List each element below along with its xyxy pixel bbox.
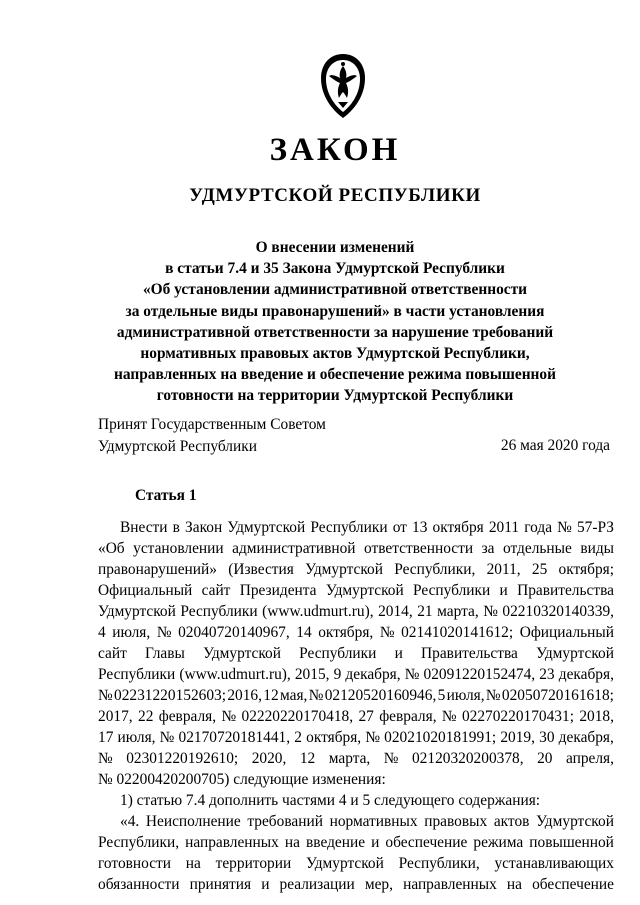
adopted-by-line: Удмуртской Республики bbox=[98, 438, 257, 455]
adopted-date: 26 мая 2020 года bbox=[500, 437, 610, 454]
document-title: ЗАКОН bbox=[269, 132, 401, 168]
coat-of-arms-emblem bbox=[318, 52, 368, 120]
body-line: «Об установлении административной ответственности за отдельные виды bbox=[98, 540, 614, 557]
body-line: Официальный сайт Президента Удмуртской Республики и Правительства bbox=[98, 582, 614, 599]
body-line: Республики, направленных на введение и обеспечение режима повышенной bbox=[98, 834, 614, 851]
body-line: № 02231220152603; 2016, 12 мая, № 02120520160946, 5 июля, № 02050720161618; bbox=[98, 687, 614, 704]
body-line: сайт Главы Удмуртской Республики и Правительства Удмуртской bbox=[98, 645, 614, 662]
body-line: правонарушений» (Известия Удмуртской Республики, 2011, 25 октября; bbox=[98, 561, 614, 578]
heading-line: нормативных правовых актов Удмуртской Республики, bbox=[140, 345, 530, 363]
heading-line: административной ответственности за нарушение требований bbox=[116, 323, 554, 341]
body-line: 17 июля, № 02170720181441, 2 октября, № 02021020181991; 2019, 30 декабря, bbox=[98, 729, 614, 746]
body-line: 2017, 22 февраля, № 02220220170418, 27 февраля, № 02270220170431; 2018, bbox=[98, 708, 614, 725]
body-line: готовности на территории Удмуртской Республики, устанавливающих bbox=[98, 855, 614, 872]
article-body bbox=[98, 517, 614, 895]
document-subtitle: УДМУРТСКОЙ РЕСПУБЛИКИ bbox=[189, 185, 481, 206]
body-line: № 02301220192610; 2020, 12 марта, № 02120320200378, 20 апреля, bbox=[98, 750, 614, 767]
heading-line: за отдельные виды правонарушений» в части установления bbox=[125, 302, 545, 320]
body-line: Удмуртской Республики (www.udmurt.ru), 2014, 21 марта, № 02210320140339, bbox=[98, 603, 614, 620]
law-heading bbox=[0, 237, 640, 407]
heading-line: в статьи 7.4 и 35 Закона Удмуртской Республики bbox=[165, 260, 505, 278]
adopted-by-line: Принят Государственным Советом bbox=[98, 416, 326, 433]
body-line: 1) статью 7.4 дополнить частями 4 и 5 следующего содержания: bbox=[120, 792, 541, 809]
body-line: «4. Неисполнение требований нормативных правовых актов Удмуртской bbox=[120, 813, 614, 830]
adopted-by-block bbox=[98, 414, 326, 458]
body-line: 4 июля, № 02040720140967, 14 октября, № 02141020141612; Официальный bbox=[98, 624, 614, 641]
body-line: Республики (www.udmurt.ru), 2015, 9 декабря, № 02091220152474, 23 декабря, bbox=[98, 666, 614, 683]
coat-of-arms-icon bbox=[318, 52, 368, 120]
body-line: № 02200420200705) следующие изменения: bbox=[98, 771, 386, 788]
body-line: Внести в Закон Удмуртской Республики от 13 октября 2011 года № 57-РЗ bbox=[120, 519, 614, 536]
body-line: обязанности принятия и реализации мер, направленных на обеспечение bbox=[98, 876, 614, 893]
heading-line: готовности на территории Удмуртской Республики bbox=[156, 387, 514, 405]
article-title: Статья 1 bbox=[135, 487, 197, 504]
heading-line: направленных на введение и обеспечение режима повышенной bbox=[113, 366, 556, 384]
heading-line: О внесении изменений bbox=[255, 239, 415, 256]
heading-line: «Об установлении административной ответственности bbox=[142, 281, 528, 299]
